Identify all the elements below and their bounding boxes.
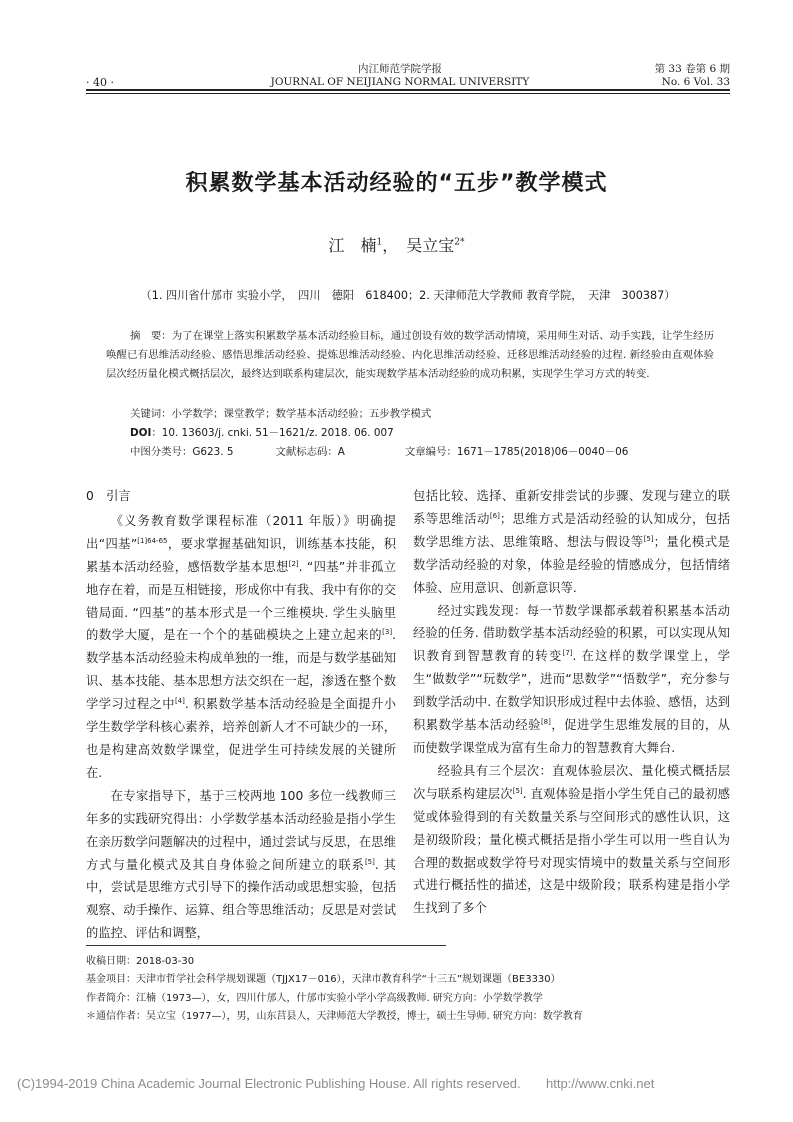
journal-name-en: JOURNAL OF NEIJIANG NORMAL UNIVERSITY	[270, 76, 530, 88]
footnote-rule	[86, 945, 446, 946]
doi-value: ：10. 13603/j. cnki. 51－1621/z. 2018. 06. 007	[151, 427, 394, 439]
article-title: 积累数学基本活动经验的“五步”教学模式	[185, 171, 608, 196]
clc-number: 中图分类号：G623. 5	[130, 446, 234, 458]
citation: [3]	[382, 628, 393, 637]
citation: [6]	[489, 511, 500, 520]
author-separator: ，	[382, 236, 407, 255]
body-paragraph: 《义务教育数学课程标准（2011 年版）》明确提出“四基”$^{[1]64-65}$，要求掌握基础知识，训练基本技能，积累基本活动经验，感悟数学基本思想[2]. “四基”并非孤立地存在着，而是互相链接，形成你中有我、我中有你的交错局面. “四基”的基本形式是一个三维模块. 学生头脑里的数学大厦，是在一个个的基础模块之上建立起来的[3]. 数学基本活动经验未构成单独的一维，而是与数学基础知识、基本技能、基本思想方法交织在一起，渗透在整个数学学习过程之中[4]. 积累数学基本活动经验是全面提升小学生数学学科核心素养，培养创新人才不可缺少的一环，也是构建高效数学课堂，促进学生可持续发展的关键所在.	[86, 513, 396, 780]
abstract: 摘 要：为了在课堂上落实积累数学基本活动经验目标，通过创设有效的数学活动情境，采用师生对话、动手实践，让学生经历唤醒已有思维活动经验、感悟思维活动经验、提炼思维活动经验、内化思维活动经验、迁移思维活动经验的过程. 新经验由直观体验层次经历量化模式概括层次，最终达到联系构建层次，能实现数学基本活动经验的成功积累，实现学生学习方式的转变.	[106, 330, 714, 381]
affiliation: （1. 四川省什邡市 实验小学， 四川 德阳 618400；2. 天津师范大学教师 教育学院， 天津 300387）	[140, 289, 676, 302]
received-date: 收稿日期：2018-03-30	[86, 956, 195, 967]
citation: [5]	[364, 857, 375, 866]
body-column-right	[413, 485, 730, 920]
body-paragraph: 在专家指导下，基于三校两地 100 多位一线教师三年多的实践研究得出：小学数学基本活动经验是指小学生在亲历数学问题解决的过程中，通过尝试与反思，在思维方式与量化模式及其自身体验之间所建立的联系[5]. 其中，尝试是思维方式引导下的操作活动或思想实验，包括观察、动手操作、运算、组合等思维活动；反思是对尝试的监控、评估和调整，	[86, 788, 396, 941]
author-line	[0, 233, 793, 256]
doi	[130, 424, 394, 439]
citation: [8]	[540, 717, 551, 726]
page-number: · 40 ·	[86, 76, 114, 89]
footnotes	[86, 953, 746, 1026]
citation: [1]64-65	[137, 536, 168, 545]
volume-en: No. 6 Vol. 33	[661, 76, 730, 88]
article-number: 文章编号：1671－1785(2018)06－0040－06	[404, 446, 629, 458]
citation: [4]	[174, 697, 185, 706]
fund-info: 基金项目：天津市哲学社会科学规划课题（TJJX17－016），天津市教育科学“十三五”规划课题（BE3330）	[86, 974, 561, 986]
classification-line	[130, 443, 628, 458]
author-bio: 作者简介：江楠（1973—），女，四川什邡人，什邡市实验小学小学高级教师. 研究方向：小学数学教学	[86, 992, 543, 1004]
corresponding-author: ＊通信作者：吴立宝（1977—），男，山东莒县人，天津师范大学教授，博士，硕士生导师. 研究方向：数学教育	[86, 1010, 583, 1022]
author-name: 江 楠	[328, 236, 377, 255]
citation: [5]	[512, 786, 523, 795]
body-paragraph: 经过实践发现：每一节数学课都承载着积累基本活动经验的任务. 借助数学基本活动经验的积累，可以实现从知识教育到智慧教育的转变[7]. 在这样的数学课堂上，学生“做数学”“玩数学”，进而“思数学”“悟数学”，充分参与到数学活动中. 在数学知识形成过程中去体验、感悟，达到积累数学基本活动经验[8]，促进学生思维发展的目的，从而使数学课堂成为富有生命力的智慧教育大舞台.	[413, 603, 730, 755]
footer-link[interactable]: http://www.cnki.net	[546, 1076, 655, 1091]
author-affil-mark: 1	[376, 237, 383, 248]
citation: [2]	[288, 559, 299, 568]
keywords: 关键词：小学数学；课堂教学；数学基本活动经验；五步教学模式	[130, 408, 432, 420]
section-heading: 0 引言	[86, 489, 131, 503]
journal-name-cn: 内江师范学院学报	[358, 63, 442, 75]
header-rule-thick	[86, 89, 730, 91]
journal-header	[260, 63, 540, 89]
volume-cn: 第 33 卷第 6 期	[654, 63, 730, 75]
citation: [5]	[643, 534, 654, 543]
author-affil-mark: 2*	[454, 237, 465, 248]
body-paragraph: 经验具有三个层次：直观体验层次、量化模式概括层次与联系构建层次[5]. 直观体验是指小学生凭自己的最初感觉或体验得到的有关数量关系与空间形式的感性认识，这是初级阶段；量化模式概括是指小学生可以用一些自认为合理的数据或数学符号对现实情境中的数量关系与空间形式进行概括性的描述，这是中级阶段；联系构建是指小学生找到了多个	[413, 763, 730, 916]
body-column-left	[86, 485, 396, 945]
volume-info	[620, 63, 730, 89]
doi-label: DOI	[130, 427, 152, 439]
header-rule-thin	[86, 93, 730, 94]
citation: [7]	[562, 649, 573, 658]
body-paragraph: 包括比较、选择、重新安排尝试的步骤、发现与建立的联系等思维活动[6]；思维方式是活动经验的认知成分，包括数学思维方法、思维策略、想法与假设等[5]；量化模式是数学活动经验的对象，体验是经验的情感成分，包括情绪体验、应用意识、创新意识等.	[413, 489, 730, 595]
copyright-notice: (C)1994-2019 China Academic Journal Electronic Publishing House. All rights reserved.	[17, 1076, 521, 1091]
author-name: 吴立宝	[406, 236, 455, 255]
document-code: 文献标志码：A	[275, 446, 345, 458]
